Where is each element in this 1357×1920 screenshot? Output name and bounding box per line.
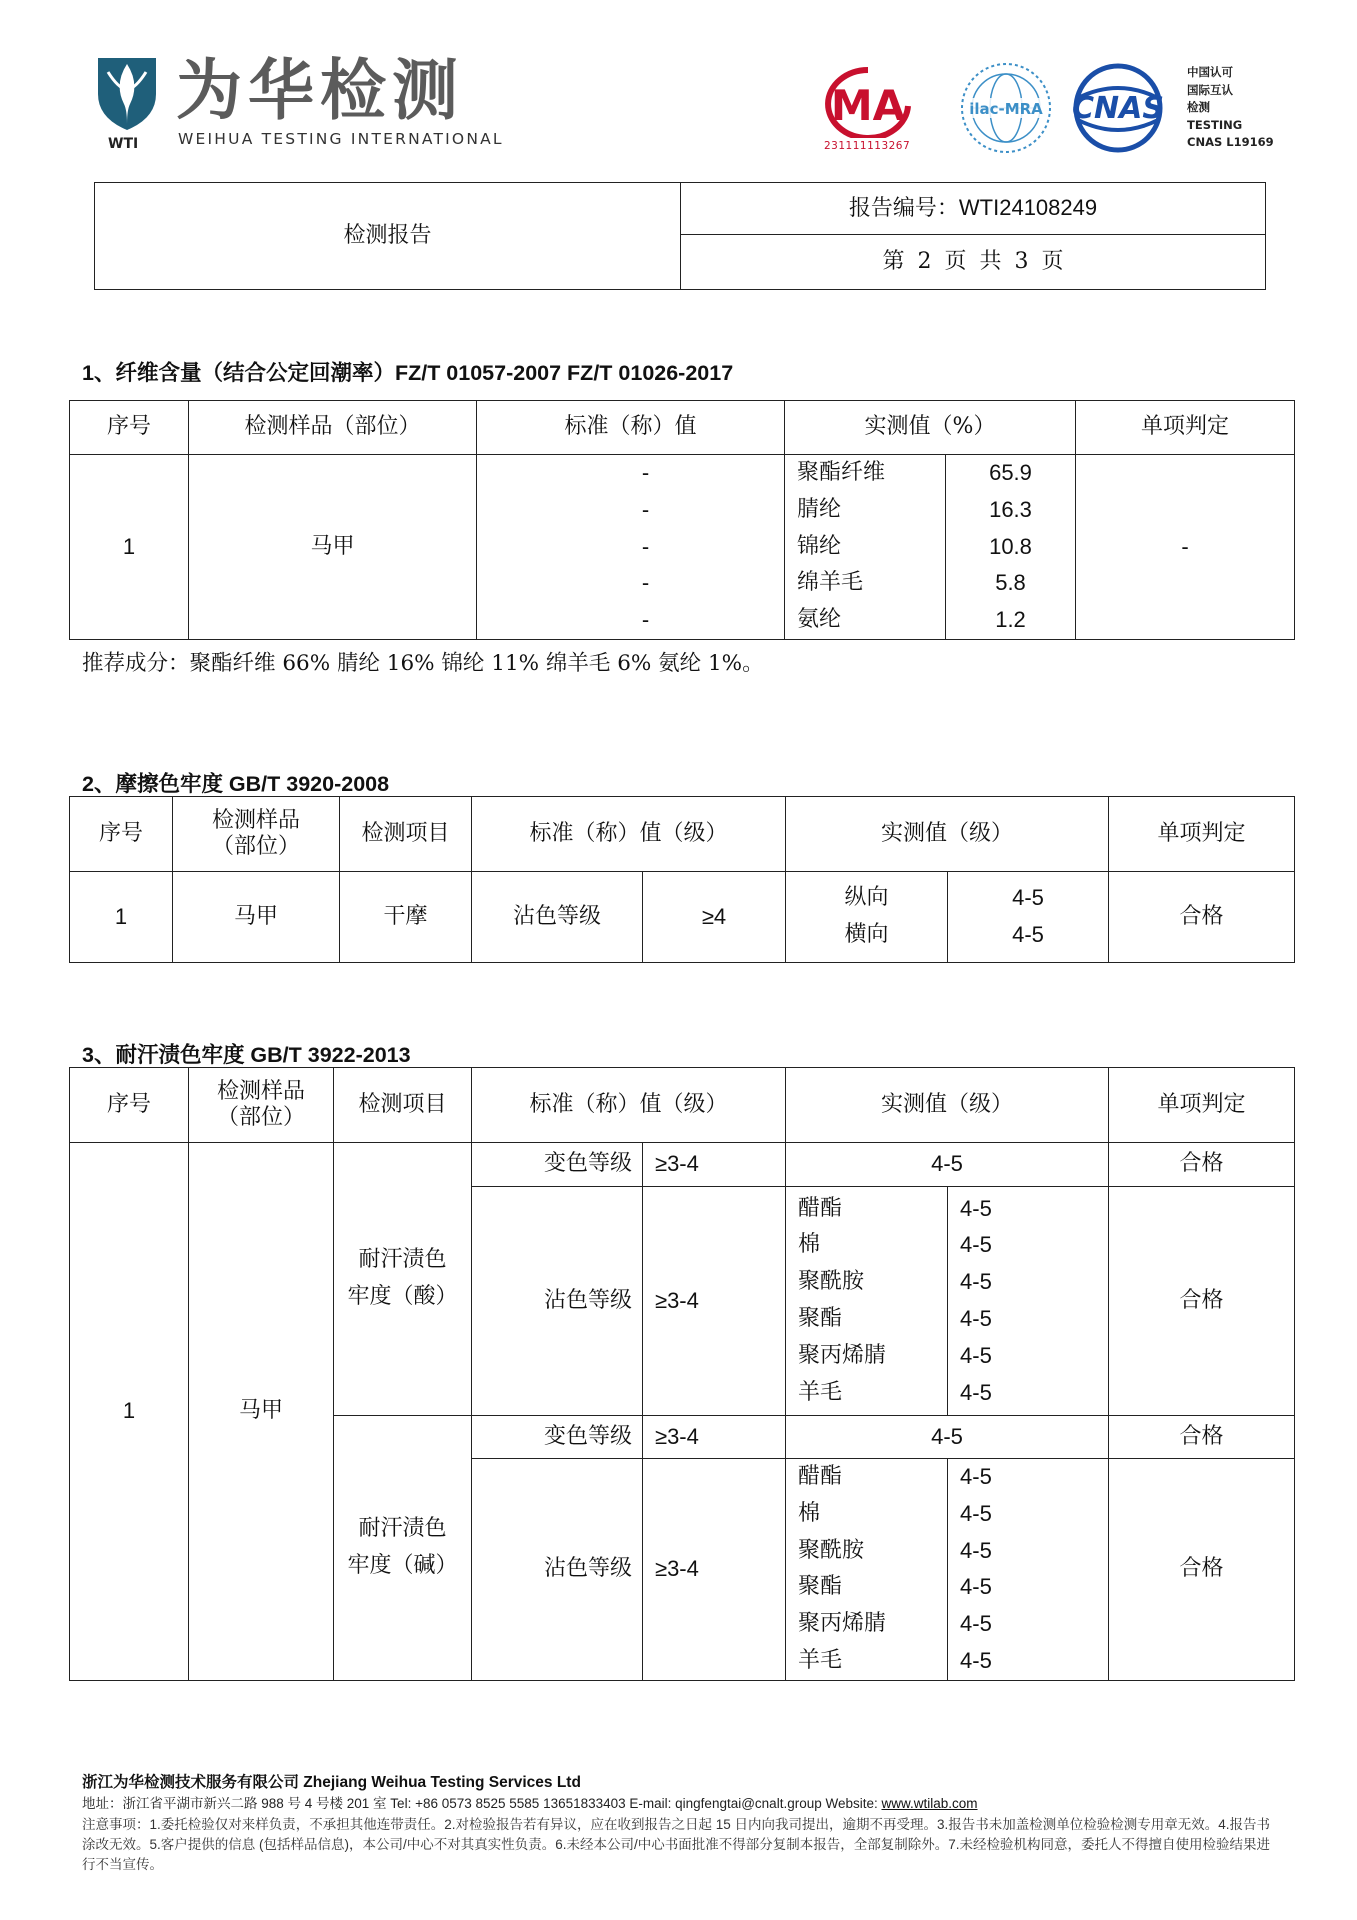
stain-value: 4-5	[960, 1306, 992, 1331]
logo-cn-text: 为华检测	[176, 52, 464, 129]
sample-name: 马甲	[189, 455, 477, 640]
stain-value: 4-5	[960, 1269, 992, 1295]
stain-value: 4-5	[960, 1647, 992, 1673]
stain-value: 4-5	[960, 1500, 992, 1526]
footer-address-text: 地址：浙江省平湖市新兴二路 988 号 4 号楼 201 室 Tel: +86 0573 8525 5585 13651833403 E-mail: qingfengtai@cnalt.group Website:	[82, 1796, 882, 1811]
test-item: 干摩	[340, 872, 472, 963]
change-label: 变色等级	[472, 1143, 643, 1187]
section2-header-row	[70, 797, 1295, 872]
change-judgement: 合格	[1109, 1143, 1295, 1187]
col-header-line: 检测样品	[211, 807, 300, 833]
table-row	[70, 872, 1295, 963]
cma-logo	[818, 66, 920, 156]
report-title: 检测报告	[95, 183, 681, 290]
col-header: 实测值（级）	[786, 1068, 1109, 1143]
test-item-acid	[334, 1143, 472, 1416]
stain-judgement: 合格	[1109, 1459, 1295, 1681]
sample-name: 马甲	[189, 1143, 334, 1681]
sample-name: 马甲	[173, 872, 340, 963]
stain-fiber: 聚酰胺	[798, 1269, 865, 1295]
cert-line: 检测	[1187, 100, 1210, 114]
col-header	[173, 797, 340, 872]
fiber-names	[785, 455, 946, 640]
stain-label: 沾色等级	[472, 1187, 643, 1416]
cert-line: 中国认可	[1187, 65, 1233, 79]
stain-fiber: 羊毛	[798, 1379, 843, 1405]
col-header: 标准（称）值（级）	[472, 797, 786, 872]
section3-table	[69, 1067, 1295, 1681]
ilac-globe-icon	[958, 60, 1054, 156]
col-header: 检测样品（部位）	[189, 401, 477, 455]
cert-text-block	[1187, 64, 1274, 152]
stain-value: 4-5	[960, 1611, 992, 1637]
col-header: 单项判定	[1076, 401, 1295, 455]
col-header: 单项判定	[1109, 797, 1295, 872]
stain-fiber: 聚丙烯腈	[798, 1342, 887, 1368]
stain-fiber: 棉	[798, 1500, 821, 1526]
col-header: 检测项目	[334, 1068, 472, 1143]
fiber-name: 绵羊毛	[797, 570, 864, 596]
cert-line: TESTING	[1187, 117, 1243, 132]
change-standard: ≥3-4	[643, 1143, 786, 1187]
fiber-name: 锦纶	[797, 533, 842, 559]
stain-fibers	[786, 1187, 948, 1416]
section3-title: 3、耐汗渍色牢度 GB/T 3922-2013	[82, 1043, 411, 1067]
stain-fiber: 聚酰胺	[798, 1537, 865, 1563]
ilac-logo	[958, 60, 1054, 156]
col-header: 单项判定	[1109, 1068, 1295, 1143]
standard-value: -	[641, 607, 650, 633]
stain-fiber: 聚丙烯腈	[798, 1611, 887, 1637]
test-item-line: 耐汗渍色	[358, 1516, 447, 1542]
section2-table	[69, 796, 1295, 963]
table-row	[70, 1143, 1295, 1187]
fiber-name: 聚酯纤维	[797, 460, 886, 485]
test-item-line: 牢度（碱）	[347, 1552, 458, 1578]
directions	[786, 872, 948, 963]
col-header: 实测值（%）	[785, 401, 1076, 455]
table-row	[70, 455, 1295, 640]
measured-values	[948, 872, 1109, 963]
section2-title: 2、摩擦色牢度 GB/T 3920-2008	[82, 772, 390, 796]
standard-value: -	[641, 570, 650, 596]
change-value: 4-5	[786, 1416, 1109, 1459]
stain-fiber: 醋酯	[798, 1464, 843, 1489]
change-standard: ≥3-4	[643, 1416, 786, 1459]
cnas-text: CNAS	[1072, 91, 1164, 126]
stain-values	[948, 1187, 1109, 1416]
stain-value: 4-5	[960, 1342, 992, 1368]
standard-value: -	[641, 533, 650, 559]
test-item-alkali	[334, 1416, 472, 1681]
col-header: 标准（称）值	[477, 401, 785, 455]
direction: 纵向	[844, 885, 889, 911]
col-header-line: （部位）	[216, 1105, 305, 1130]
footer-company: 浙江为华检测技术服务有限公司 Zhejiang Weihua Testing Services Ltd	[82, 1774, 581, 1791]
report-number-label: 报告编号：	[848, 195, 959, 221]
section1-table	[69, 400, 1295, 640]
stain-value: 4-5	[960, 1464, 992, 1489]
fiber-name: 氨纶	[797, 607, 842, 633]
wti-shield-icon	[94, 54, 160, 132]
company-logo	[94, 54, 164, 154]
stain-value: 4-5	[960, 1537, 992, 1563]
fiber-values	[946, 455, 1076, 640]
recommended-composition	[82, 646, 764, 677]
grade-type: 沾色等级	[472, 872, 643, 963]
stain-values	[948, 1459, 1109, 1681]
stain-judgement: 合格	[1109, 1187, 1295, 1416]
stain-standard: ≥3-4	[643, 1459, 786, 1681]
section3-header-row	[70, 1068, 1295, 1143]
col-header-line: （部位）	[211, 834, 300, 859]
cert-line: CNAS L19169	[1187, 135, 1274, 149]
cma-number: 231111113267	[824, 140, 911, 152]
standard-value: ≥4	[643, 872, 786, 963]
report-number	[681, 183, 1266, 235]
stain-value: 4-5	[960, 1195, 992, 1221]
recommend-label: 推荐成分：	[82, 651, 190, 676]
col-header: 实测值（级）	[786, 797, 1109, 872]
svg-text:MA: MA	[830, 81, 906, 130]
row-number: 1	[70, 1143, 189, 1681]
stain-value: 4-5	[960, 1379, 992, 1405]
fiber-value: 5.8	[995, 570, 1026, 596]
col-header: 序号	[70, 1068, 189, 1143]
row-number: 1	[70, 455, 189, 640]
standard-values	[477, 455, 785, 640]
logo-en-text: WEIHUA TESTING INTERNATIONAL	[178, 130, 504, 148]
fiber-name: 腈纶	[797, 496, 842, 522]
change-judgement: 合格	[1109, 1416, 1295, 1459]
stain-value: 4-5	[960, 1232, 992, 1258]
stain-fibers	[786, 1459, 948, 1681]
stain-value: 4-5	[960, 1574, 992, 1600]
col-header: 标准（称）值（级）	[472, 1068, 786, 1143]
col-header-line: 检测样品	[216, 1078, 305, 1104]
recommend-text: 聚酯纤维 66% 腈纶 16% 锦纶 11% 绵羊毛 6% 氨纶 1%。	[189, 651, 764, 676]
test-item-line: 耐汗渍色	[358, 1247, 447, 1273]
measured-value: 4-5	[1012, 885, 1044, 911]
col-header	[189, 1068, 334, 1143]
fiber-value: 16.3	[989, 496, 1032, 522]
report-number-value: WTI24108249	[958, 194, 1098, 220]
fiber-value: 1.2	[995, 607, 1026, 633]
stain-fiber: 棉	[798, 1232, 821, 1258]
stain-label: 沾色等级	[472, 1459, 643, 1681]
section1-title: 1、纤维含量（结合公定回潮率）FZ/T 01057-2007 FZ/T 01026-2017	[82, 361, 734, 385]
standard-value: -	[641, 460, 650, 485]
change-label: 变色等级	[472, 1416, 643, 1459]
logo-badge-text: WTI	[108, 136, 139, 152]
stain-standard: ≥3-4	[643, 1187, 786, 1416]
section1-header-row	[70, 401, 1295, 455]
judgement: 合格	[1109, 872, 1295, 963]
measured-value: 4-5	[1012, 922, 1044, 947]
cnas-logo	[1066, 62, 1170, 154]
judgement: -	[1076, 455, 1295, 640]
stain-fiber: 聚酯	[798, 1574, 843, 1600]
direction: 横向	[844, 922, 889, 947]
stain-fiber: 聚酯	[798, 1306, 843, 1331]
row-number: 1	[70, 872, 173, 963]
footer-address	[82, 1794, 1282, 1814]
website-link[interactable]: www.wtilab.com	[881, 1796, 978, 1811]
standard-value: -	[641, 496, 650, 522]
stain-fiber: 羊毛	[798, 1647, 843, 1673]
cert-line: 国际互认	[1187, 82, 1233, 97]
cma-mark-icon	[818, 66, 918, 138]
cnas-mark-icon	[1066, 62, 1170, 154]
col-header: 序号	[70, 797, 173, 872]
ilac-text: ilac-MRA	[969, 100, 1043, 118]
fiber-value: 10.8	[989, 533, 1032, 559]
stain-fiber: 醋酯	[798, 1195, 843, 1221]
footer-notes: 注意事项：1.委托检验仅对来样负责，不承担其他连带责任。2.对检验报告若有异议，应在收到报告之日起 15 日内向我司提出，逾期不再受理。3.报告书未加盖检测单位检验检测专用章无效。4.报告书涂改无效。5.客户提供的信息 (包括样品信息)，本公司/中心不对其真实性负责。6.未经本公司/中心书面批准不得部分复制本报告，全部复制除外。7.未经检验机构同意，委托人不得擅自使用检验结果进行不当宣传。	[82, 1817, 1271, 1872]
report-header-table	[94, 182, 1266, 290]
col-header: 检测项目	[340, 797, 472, 872]
page-info: 第 2 页 共 3 页	[681, 235, 1266, 290]
col-header: 序号	[70, 401, 189, 455]
test-item-line: 牢度（酸）	[347, 1284, 458, 1309]
change-value: 4-5	[786, 1143, 1109, 1187]
fiber-value: 65.9	[989, 460, 1032, 485]
